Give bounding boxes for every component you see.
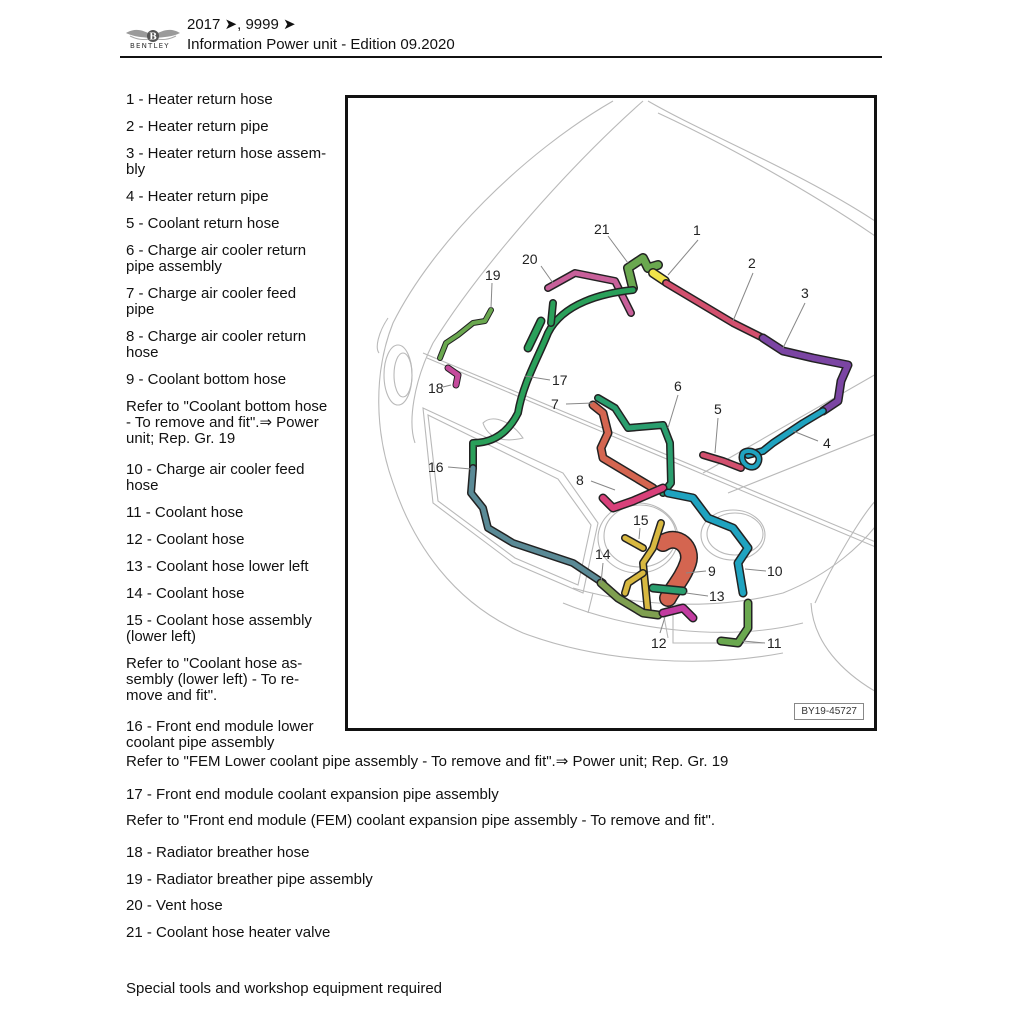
callout-11: 11 — [767, 635, 782, 651]
legend-item-16: 16 - Front end module lower coolant pipe assembly — [126, 718, 314, 751]
document-title: Information Power unit - Edition 09.2020 — [187, 36, 455, 53]
legend-item-4: 4 - Heater return pipe — [126, 188, 269, 205]
legend-item-14: 14 - Coolant hose — [126, 585, 245, 602]
legend-item-9: 9 - Coolant bottom hose — [126, 371, 287, 388]
legend-item-15: 15 - Coolant hose assembly (lower left) — [126, 612, 312, 645]
page-header — [120, 14, 882, 58]
model-range: 2017 ➤, 9999 ➤ — [187, 16, 296, 33]
callout-13: 13 — [709, 588, 725, 604]
legend-item-21: 21 - Coolant hose heater valve — [126, 924, 331, 941]
legend-note-16[interactable]: Refer to "FEM Lower coolant pipe assembly - To remove and fit".⇒ Power unit; Rep. Gr. 19 — [126, 753, 729, 770]
legend-item-7: 7 - Charge air cooler feed pipe — [126, 285, 297, 318]
special-tools-heading: Special tools and workshop equipment required — [126, 980, 443, 997]
legend-item-20: 20 - Vent hose — [126, 897, 223, 914]
legend-item-17: 17 - Front end module coolant expansion pipe assembly — [126, 786, 499, 803]
callout-2: 2 — [748, 255, 756, 271]
legend-item-6: 6 - Charge air cooler return pipe assembly — [126, 242, 307, 275]
callout-8: 8 — [576, 472, 584, 488]
callout-20: 20 — [522, 251, 538, 267]
callout-19: 19 — [485, 267, 501, 283]
coolant-hoses-diagram — [345, 95, 877, 731]
callout-5: 5 — [714, 401, 722, 417]
parts-legend — [126, 92, 344, 762]
header-divider — [120, 56, 882, 58]
callout-15: 15 — [633, 512, 649, 528]
callout-4: 4 — [823, 435, 831, 451]
callout-1: 1 — [693, 222, 701, 238]
callout-18: 18 — [428, 380, 444, 396]
callout-12: 12 — [651, 635, 667, 651]
legend-note-17[interactable]: Refer to "Front end module (FEM) coolant expansion pipe assembly - To remove and fit". — [126, 812, 715, 829]
legend-item-3: 3 - Heater return hose assem-bly — [126, 145, 327, 178]
callout-17: 17 — [552, 372, 568, 388]
figure-id-label: BY19-45727 — [794, 703, 864, 720]
legend-item-2: 2 - Heater return pipe — [126, 118, 269, 135]
bentley-logo-icon — [124, 18, 182, 58]
callout-6: 6 — [674, 378, 682, 394]
brand-wordmark: BENTLEY — [130, 42, 170, 50]
callout-9: 9 — [708, 563, 716, 579]
legend-note-15[interactable]: Refer to "Coolant hose as-sembly (lower left) - To re-move and fit". — [126, 655, 303, 704]
callout-10: 10 — [767, 563, 783, 579]
callout-21: 21 — [594, 221, 610, 237]
legend-item-10: 10 - Charge air cooler feed hose — [126, 461, 305, 494]
legend-item-13: 13 - Coolant hose lower left — [126, 558, 309, 575]
legend-item-12: 12 - Coolant hose — [126, 531, 245, 548]
legend-item-5: 5 - Coolant return hose — [126, 215, 280, 232]
legend-item-19: 19 - Radiator breather pipe assembly — [126, 871, 373, 888]
callout-7: 7 — [551, 396, 559, 412]
legend-item-11: 11 - Coolant hose — [126, 504, 244, 521]
callout-3: 3 — [801, 285, 809, 301]
legend-item-8: 8 - Charge air cooler return hose — [126, 328, 307, 361]
svg-text:B: B — [149, 32, 157, 43]
legend-note-9[interactable]: Refer to "Coolant bottom hose - To remove and fit".⇒ Power unit; Rep. Gr. 19 — [126, 398, 328, 447]
legend-item-1: 1 - Heater return hose — [126, 91, 273, 108]
callout-16: 16 — [428, 459, 444, 475]
legend-item-18: 18 - Radiator breather hose — [126, 844, 310, 861]
diagram-illustration — [348, 98, 874, 728]
callout-14: 14 — [595, 546, 611, 562]
